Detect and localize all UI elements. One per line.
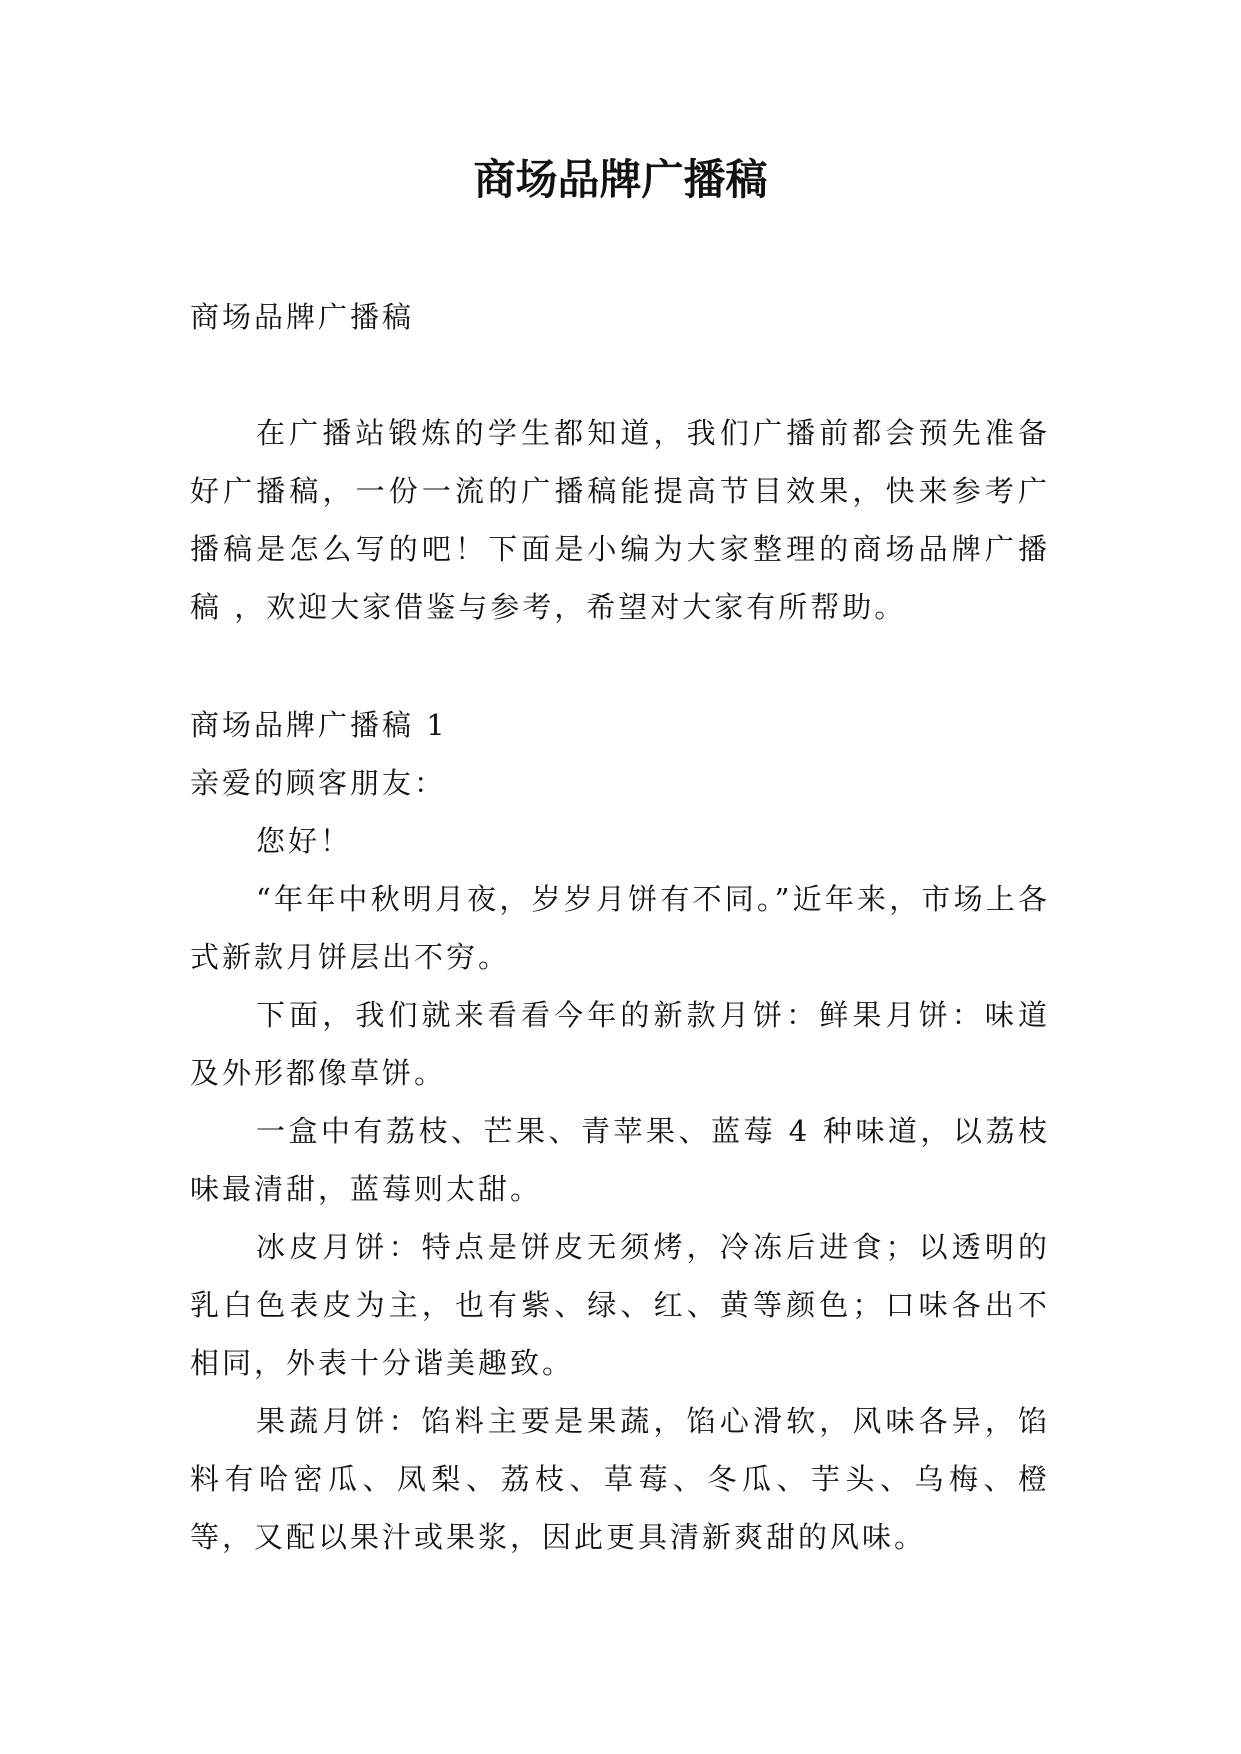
body-paragraph: 一盒中有荔枝、芒果、青苹果、蓝莓 4 种味道，以荔枝味最清甜，蓝莓则太甜。 xyxy=(190,1114,1050,1206)
body-paragraph: 冰皮月饼：特点是饼皮无须烤，冷冻后进食；以透明的乳白色表皮为主，也有紫、绿、红、黄等颜色；口味各出不相同，外表十分谐美趣致。 xyxy=(190,1230,1050,1380)
document-title: 商场品牌广播稿 xyxy=(473,155,768,204)
body-paragraph: 果蔬月饼：馅料主要是果蔬，馅心滑软，风味各异，馅料有哈密瓜、凤梨、荔枝、草莓、冬瓜、芋头、乌梅、橙等，又配以果汁或果浆，因此更具清新爽甜的风味。 xyxy=(190,1404,1050,1554)
intro-paragraph: 在广播站锻炼的学生都知道，我们广播前都会预先准备好广播稿，一份一流的广播稿能提高节目效果，快来参考广播稿是怎么写的吧！下面是小编为大家整理的商场品牌广播稿 ，欢迎大家借鉴与参考，希望对大家有所帮助。 xyxy=(190,416,1050,624)
body-paragraph: 下面，我们就来看看今年的新款月饼：鲜果月饼：味道及外形都像草饼。 xyxy=(190,998,1050,1090)
document-subtitle: 商场品牌广播稿 xyxy=(190,300,415,334)
section-1 xyxy=(190,696,1050,1566)
body-paragraph: “年年中秋明月夜，岁岁月饼有不同。”近年来，市场上各式新款月饼层出不穷。 xyxy=(190,882,1050,974)
salutation: 亲爱的顾客朋友： xyxy=(190,766,447,800)
body-paragraph: 您好！ xyxy=(256,824,353,858)
section-heading: 商场品牌广播稿 1 xyxy=(190,708,448,742)
